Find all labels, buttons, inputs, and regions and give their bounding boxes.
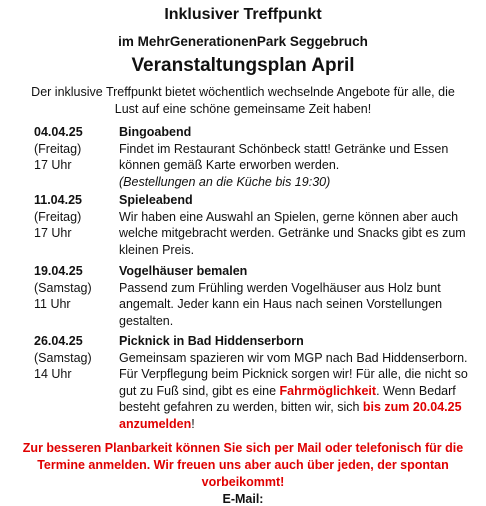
highlight-transport: Fahrmöglichkeit [279,383,377,398]
event-details [119,124,469,190]
event-description: Wir haben eine Auswahl an Spielen, gerne können aber auch welche mitgebracht werden. Getränke und Snacks gibt es zum kleinen Preis. [119,209,466,257]
event-day: (Freitag) [34,141,82,156]
event-title: Picknick in Bad Hiddenserborn [119,334,304,348]
registration-notice: Zur besseren Planbarkeit können Sie sich per Mail oder telefonisch für die Termine anmelden. Wir freuen uns aber auch über jeden, der spontan vorbeikommt! [22,441,464,489]
header-plan-title: Veranstaltungsplan April [131,55,355,76]
event-time: 17 Uhr [34,158,72,172]
event-meta [34,263,114,313]
event-details [119,263,469,329]
event-day: (Samstag) [34,350,92,365]
event-time: 14 Uhr [34,367,72,381]
event-date: 26.04.25 [34,334,83,348]
event-day: (Freitag) [34,209,82,224]
event-note: (Bestellungen an die Küche bis 19:30) [119,174,331,189]
event-text-part: Gemeinsam spazieren wir vom MGP nach Bad Hiddenserborn. Für Verpflegung beim Picknick sorgen wir! Für alle, die nicht so gut zu Fuß sind, gibt es eine [119,350,468,398]
event-details [119,333,469,432]
header-location: im MehrGenerationenPark Seggebruch [118,34,368,49]
email-line: E-Mail: [222,492,264,506]
event-title: Spieleabend [119,193,193,207]
event-day: (Samstag) [34,280,92,295]
event-date: 19.04.25 [34,264,83,278]
event-date: 04.04.25 [34,125,83,139]
event-time: 11 Uhr [34,297,71,311]
intro-text: Der inklusive Treffpunkt bietet wöchentlich wechselnde Angebote für alle, die Lust auf eine schöne gemeinsame Zeit haben! [31,85,455,116]
event-description [119,350,469,433]
event-meta [34,333,114,383]
event-time: 17 Uhr [34,226,72,240]
event-details [119,192,469,258]
event-description: Findet im Restaurant Schönbeck statt! Getränke und Essen können gemäß Karte erworben werden. [119,141,449,172]
event-meta [34,192,114,242]
event-text-part: ! [191,416,195,431]
event-title: Bingoabend [119,125,192,139]
event-date: 11.04.25 [34,193,82,207]
event-title: Vogelhäuser bemalen [119,264,248,278]
event-text-part: . Wenn Bedarf besteht gefahren zu werden, bitten wir, sich [119,383,456,414]
event-meta [34,124,114,174]
event-description: Passend zum Frühling werden Vogelhäuser aus Holz bunt angemalt. Jeder kann ein Haus nach seinen Vorstellungen gestalten. [119,280,443,328]
highlight-deadline: bis zum 20.04.25 anzumelden [119,400,462,431]
header-title: Inklusiver Treffpunkt [164,6,322,23]
